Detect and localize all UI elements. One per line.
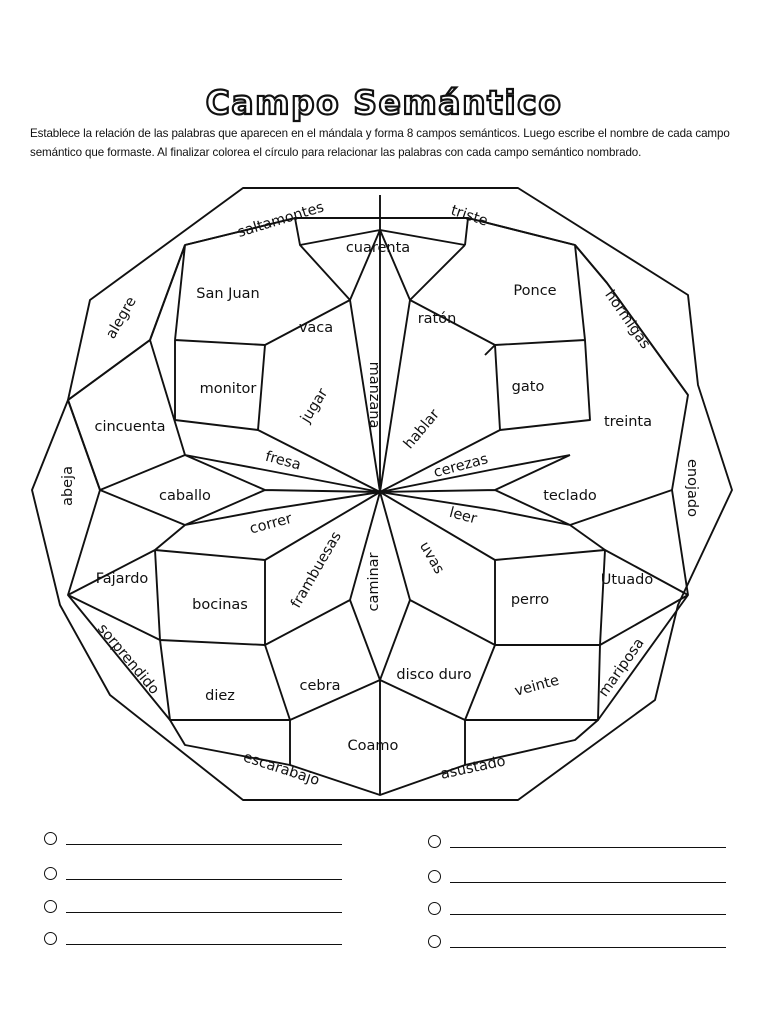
word-saltamontes: saltamontes	[235, 199, 326, 241]
title-text-outline: Campo Semántico	[205, 83, 563, 122]
answer-line-right-4[interactable]	[428, 933, 728, 953]
answer-line-left-2[interactable]	[44, 865, 344, 885]
instructions-text: Establece la relación de las palabras que aparecen en el mándala y forma 8 campos semánticos. Luego escribe el nombre de cada campo semántico que formaste. Al finalizar colorea el círculo para relacionar las palabras con cada campo semántico nombrado.	[30, 127, 730, 159]
answer-line-right-2[interactable]	[428, 868, 728, 888]
circle-right-2[interactable]	[428, 870, 441, 883]
word-gato: gato	[511, 379, 545, 395]
word-cerezas: cerezas	[432, 451, 490, 482]
word-caminar: caminar	[366, 552, 382, 612]
word-fajardo: Fajardo	[95, 571, 149, 587]
word-vaca: vaca	[298, 320, 334, 336]
word-monitor: monitor	[199, 381, 257, 397]
word-caballo: caballo	[159, 488, 211, 504]
word-coamo: Coamo	[347, 738, 399, 754]
word-abeja: abeja	[60, 466, 76, 506]
word-san-juan: San Juan	[196, 286, 260, 302]
word-enojado: enojado	[684, 459, 700, 517]
word-veinte: veinte	[513, 672, 561, 700]
mandala-inner-ring	[68, 218, 688, 795]
circle-left-4[interactable]	[44, 932, 57, 945]
circle-right-4[interactable]	[428, 935, 441, 948]
word-cincuenta: cincuenta	[94, 419, 166, 435]
word-frambuesas: frambuesas	[288, 529, 345, 611]
word-sorprendido: sorprendido	[94, 621, 163, 698]
word-perro: perro	[510, 592, 550, 608]
circle-right-3[interactable]	[428, 902, 441, 915]
word-leer: leer	[447, 504, 479, 528]
word-disco-duro: disco duro	[396, 667, 472, 683]
circle-left-3[interactable]	[44, 900, 57, 913]
word-alegre: alegre	[103, 294, 140, 342]
circle-right-1[interactable]	[428, 835, 441, 848]
answer-line-left-3[interactable]	[44, 898, 344, 918]
word-jugar: jugar	[297, 385, 332, 426]
word-triste: triste	[448, 202, 490, 230]
word-ponce: Ponce	[513, 283, 557, 299]
word-uvas: uvas	[415, 539, 447, 577]
answer-line-right-3[interactable]	[428, 900, 728, 920]
circle-left-1[interactable]	[44, 832, 57, 845]
word-fresa: fresa	[263, 448, 303, 474]
word-hablar: hablar	[400, 406, 443, 453]
word-asustado: asustado	[439, 753, 508, 783]
word-hormigas: hormigas	[601, 287, 654, 352]
word-raton: ratón	[417, 311, 457, 327]
word-escarabajo: escarabajo	[241, 749, 322, 790]
word-mariposa: mariposa	[595, 635, 648, 700]
answer-line-right-1[interactable]	[428, 833, 728, 853]
circle-left-2[interactable]	[44, 867, 57, 880]
word-cuarenta: cuarenta	[345, 240, 411, 256]
answer-line-left-4[interactable]	[44, 930, 344, 950]
word-teclado: teclado	[543, 488, 597, 504]
word-bocinas: bocinas	[192, 597, 248, 613]
word-manzana: manzana	[366, 361, 382, 429]
word-correr: correr	[248, 510, 294, 538]
answer-line-left-1[interactable]	[44, 830, 344, 850]
word-diez: diez	[205, 688, 235, 704]
word-utuado: Utuado	[600, 572, 654, 588]
word-cebra: cebra	[299, 678, 341, 694]
word-treinta: treinta	[603, 414, 653, 430]
